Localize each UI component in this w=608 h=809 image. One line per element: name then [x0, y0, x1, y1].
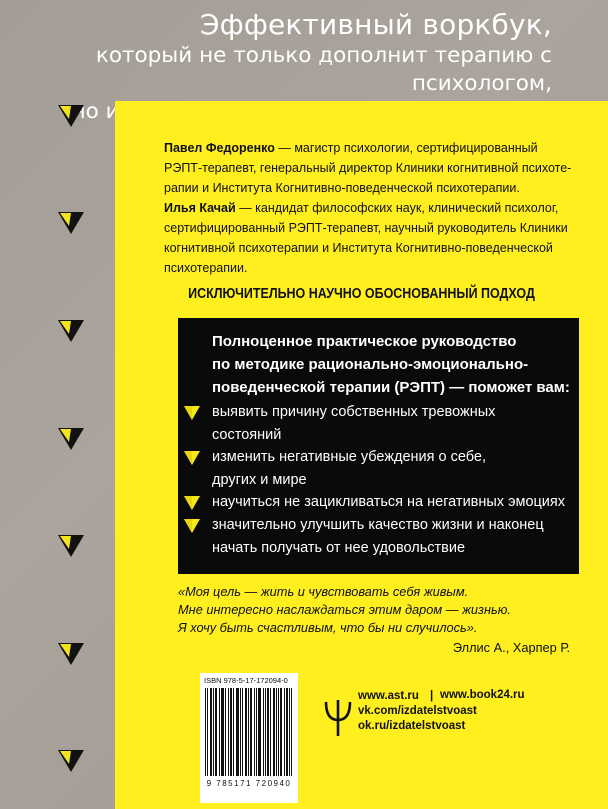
author-bio-kachai [164, 198, 584, 278]
author-bio-line: сертифицированный РЭПТ-терапевт, научный руководитель Клиники [164, 221, 568, 235]
triangle-marker-icon [58, 639, 84, 665]
psi-logo-icon [323, 698, 353, 738]
triangle-marker-icon [58, 531, 84, 557]
check-icon [184, 519, 200, 533]
author-name: Павел Федоренко [164, 141, 275, 155]
benefit-line: состояний [212, 427, 282, 443]
quote-author: Эллис А., Харпер Р. [452, 640, 570, 655]
link-ast[interactable]: www.ast.ru [358, 690, 419, 702]
check-icon [184, 496, 200, 510]
approach-heading: ИСКЛЮЧИТЕЛЬНО НАУЧНО ОБОСНОВАННЫЙ ПОДХОД [188, 286, 535, 302]
link-vk[interactable]: vk.com/izdatelstvoast [358, 705, 477, 717]
author-bio-line: РЭПТ-терапевт, генеральный директор Клиники когнитивной психоте- [164, 161, 572, 175]
benefit-line: начать получать от нее удовольствие [212, 540, 466, 556]
author-bio-line: психотерапии. [164, 261, 248, 275]
link-book24[interactable]: www.book24.ru [440, 689, 525, 701]
headline-subtitle-1: который не только дополнит терапию с психологом, [95, 43, 552, 96]
link-ok[interactable]: ok.ru/izdatelstvoast [358, 720, 466, 732]
quote-line: «Моя цель — жить и чувствовать себя живым. [178, 584, 469, 599]
benefit-item [212, 446, 582, 492]
triangle-marker-icon [58, 208, 84, 234]
author-bio-fedorenko [164, 138, 584, 198]
triangle-marker-icon [58, 424, 84, 450]
quote-line: Я хочу быть счастливым, что бы ни случилось». [178, 620, 478, 635]
headline-subtitle-2: но и [71, 99, 120, 124]
intro-line: по методике рационально-эмоционально- [212, 356, 529, 373]
intro-line: поведенческой терапии (РЭПТ) — поможет вам: [212, 379, 570, 396]
check-icon [184, 451, 200, 465]
headline-title: Эффективный воркбук, [199, 8, 552, 41]
benefit-item [212, 491, 582, 514]
quote-line: Мне интересно наслаждаться этим даром — жизнью. [178, 602, 511, 617]
author-bio-line: когнитивной психотерапии и Института Когнитивно-поведенческой [164, 241, 553, 255]
benefit-line: других и мире [212, 472, 307, 488]
author-bio-line: — магистр психологии, сертифицированный [274, 141, 538, 155]
intro-line: Полноценное практическое руководство [212, 333, 517, 350]
author-name: Илья Качай [164, 201, 236, 215]
isbn-text: ISBN 978-5-17-172094-0 [204, 676, 288, 685]
benefit-line: выявить причину собственных тревожных [212, 404, 496, 420]
benefits-intro [212, 330, 582, 399]
barcode-icon [205, 688, 293, 780]
check-icon [184, 406, 200, 420]
triangle-marker-icon [58, 316, 84, 342]
barcode-number: 9 785171 720940 [206, 779, 292, 788]
triangle-marker-icon [58, 101, 84, 127]
benefit-line: значительно улучшить качество жизни и наконец [212, 517, 544, 533]
benefit-item [212, 401, 582, 447]
author-bio-line: — кандидат философских наук, клинический психолог, [235, 201, 559, 215]
link-separator: | [430, 690, 434, 702]
triangle-marker-icon [58, 746, 84, 772]
author-bio-line: рапии и Института Когнитивно-поведенческой психотерапии. [164, 181, 520, 195]
quote [178, 583, 578, 637]
benefit-line: изменить негативные убеждения о себе, [212, 449, 487, 465]
benefit-line: научиться не зацикливаться на негативных эмоциях [212, 494, 566, 510]
benefit-item [212, 514, 582, 560]
